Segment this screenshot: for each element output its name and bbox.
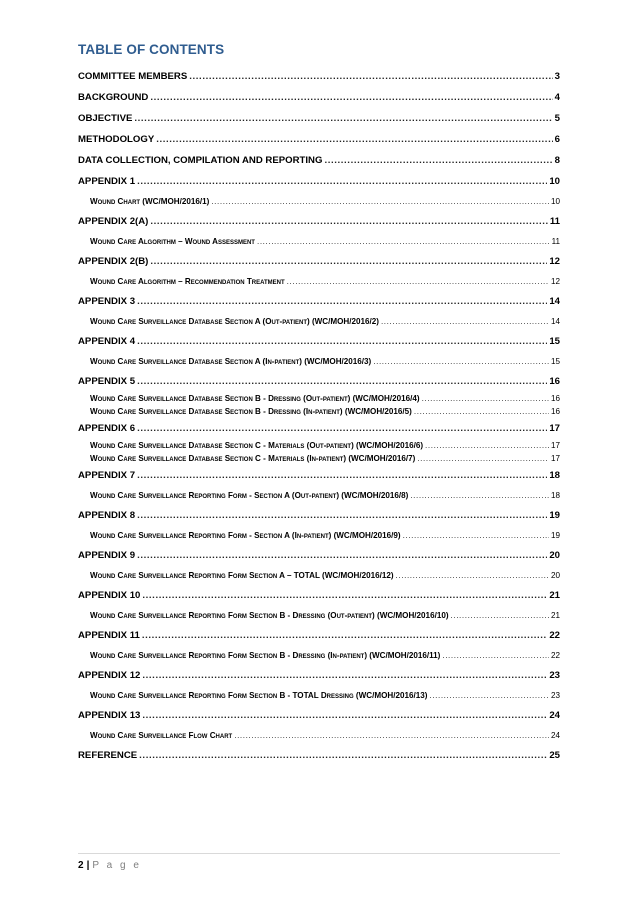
toc-entry[interactable] <box>78 625 560 646</box>
toc-subentry[interactable] <box>78 729 560 742</box>
toc-subentry-page: 14 <box>550 317 560 326</box>
toc-subentry-group <box>78 686 560 705</box>
toc-entry[interactable] <box>78 585 560 606</box>
toc-entry-page: 16 <box>549 376 560 387</box>
toc-entry-label: METHODOLOGY <box>78 134 155 145</box>
dot-leader <box>373 355 549 368</box>
footer-page-number: 2 <box>78 860 84 871</box>
toc-entry-page: 6 <box>554 134 560 145</box>
toc-subentry-group <box>78 726 560 745</box>
toc-subentry-page: 19 <box>550 531 560 540</box>
dot-leader <box>156 129 552 150</box>
dot-leader <box>425 439 549 452</box>
toc-subentry[interactable] <box>78 609 560 622</box>
toc-entry-label: APPENDIX 1 <box>78 176 136 187</box>
toc-subentry-page: 21 <box>550 611 560 620</box>
toc-entry-label: APPENDIX 4 <box>78 336 136 347</box>
toc-entry-page: 15 <box>549 336 560 347</box>
toc-entry-page: 18 <box>549 470 560 481</box>
toc-subentry[interactable] <box>78 439 560 452</box>
toc-entry-page: 25 <box>549 750 560 761</box>
toc-entry[interactable] <box>78 251 560 272</box>
toc-entry[interactable] <box>78 418 560 439</box>
toc-subentry-label: Wound Care Surveillance Database Section A (Out-patient) (WC/MOH/2016/2) <box>90 317 379 326</box>
dot-leader <box>189 66 552 87</box>
dot-leader <box>211 195 549 208</box>
dot-leader <box>150 87 552 108</box>
toc-entry-page: 17 <box>549 423 560 434</box>
toc-entry-label: DATA COLLECTION, COMPILATION AND REPORTING <box>78 155 323 166</box>
toc-subentry[interactable] <box>78 355 560 368</box>
toc-entry-page: 22 <box>549 630 560 641</box>
footer-separator: | <box>86 860 90 871</box>
dot-leader <box>137 418 547 439</box>
dot-leader <box>403 529 549 542</box>
toc-subentry-label: Wound Care Surveillance Database Section C - Materials (In-patient) (WC/MOH/2016/7) <box>90 454 416 463</box>
toc-entry-page: 10 <box>549 176 560 187</box>
toc-entry-label: APPENDIX 12 <box>78 670 141 681</box>
toc-entry-page: 4 <box>554 92 560 103</box>
toc-subentry-page: 24 <box>550 731 560 740</box>
toc-subentry-label: Wound Care Surveillance Reporting Form Section A – TOTAL (WC/MOH/2016/12) <box>90 571 394 580</box>
toc-subentry-page: 16 <box>550 394 560 403</box>
toc-subentry-label: Wound Care Surveillance Flow Chart <box>90 731 233 740</box>
toc-subentry-label: Wound Care Surveillance Database Section C - Materials (Out-patient) (WC/MOH/2016/6) <box>90 441 424 450</box>
footer-page-word: P a g e <box>92 860 142 871</box>
dot-leader <box>287 275 549 288</box>
toc-entry[interactable] <box>78 505 560 526</box>
toc-entry-label: APPENDIX 9 <box>78 550 136 561</box>
toc-subentry-group <box>78 352 560 371</box>
toc-subentry-group <box>78 312 560 331</box>
toc-subentry[interactable] <box>78 529 560 542</box>
toc-subentry[interactable] <box>78 649 560 662</box>
toc-subentry-label: Wound Care Surveillance Database Section B - Dressing (In-patient) (WC/MOH/2016/5) <box>90 407 412 416</box>
toc-entry[interactable] <box>78 150 560 171</box>
toc-subentry-label: Wound Care Surveillance Database Section A (In-patient) (WC/MOH/2016/3) <box>90 357 372 366</box>
dot-leader <box>234 729 549 742</box>
dot-leader <box>150 211 547 232</box>
toc-subentry[interactable] <box>78 235 560 248</box>
toc-subentry-page: 17 <box>550 441 560 450</box>
dot-leader <box>422 392 549 405</box>
toc-subentry[interactable] <box>78 392 560 405</box>
toc-entry[interactable] <box>78 171 560 192</box>
toc-subentry-page: 22 <box>550 651 560 660</box>
toc-entry-page: 14 <box>549 296 560 307</box>
dot-leader <box>410 489 549 502</box>
toc-subentry-page: 17 <box>550 454 560 463</box>
toc-entry-label: APPENDIX 10 <box>78 590 141 601</box>
toc-subentry-label: Wound Care Algorithm – Wound Assessment <box>90 237 255 246</box>
dot-leader <box>442 649 549 662</box>
dot-leader <box>139 745 547 766</box>
toc-entry[interactable] <box>78 465 560 486</box>
dot-leader <box>451 609 549 622</box>
dot-leader <box>142 705 547 726</box>
toc-entry[interactable] <box>78 745 560 766</box>
toc-subentry-group <box>78 392 560 418</box>
dot-leader <box>137 545 547 566</box>
toc-subentry-label: Wound Care Surveillance Reporting Form Section B - Dressing (Out-patient) (WC/MOH/2016/10) <box>90 611 449 620</box>
toc-subentry-group <box>78 486 560 505</box>
toc-subentry-page: 12 <box>550 277 560 286</box>
toc-entry-page: 5 <box>554 113 560 124</box>
dot-leader <box>137 291 547 312</box>
toc-subentry-group <box>78 439 560 465</box>
dot-leader <box>137 331 547 352</box>
toc-entry-label: BACKGROUND <box>78 92 149 103</box>
toc-entry[interactable] <box>78 331 560 352</box>
page-footer <box>78 860 141 871</box>
toc-entry-label: APPENDIX 3 <box>78 296 136 307</box>
toc-entry[interactable] <box>78 87 560 108</box>
toc-entry[interactable] <box>78 211 560 232</box>
dot-leader <box>137 465 547 486</box>
toc-entry-label: APPENDIX 7 <box>78 470 136 481</box>
toc-subentry-group <box>78 566 560 585</box>
dot-leader <box>142 625 547 646</box>
toc-subentry-page: 18 <box>550 491 560 500</box>
toc-entry-page: 11 <box>549 216 560 227</box>
toc-subentry[interactable] <box>78 195 560 208</box>
toc-subentry-label: Wound Care Surveillance Reporting Form Section B - Dressing (In-patient) (WC/MOH/2016/11) <box>90 651 441 660</box>
toc-subentry-label: Wound Care Surveillance Database Section B - Dressing (Out-patient) (WC/MOH/2016/4) <box>90 394 420 403</box>
toc-subentry[interactable] <box>78 405 560 418</box>
toc-entry[interactable] <box>78 705 560 726</box>
dot-leader <box>137 505 547 526</box>
toc-entry-page: 19 <box>549 510 560 521</box>
dot-leader <box>324 150 552 171</box>
toc-entry-label: APPENDIX 6 <box>78 423 136 434</box>
toc-subentry[interactable] <box>78 315 560 328</box>
table-of-contents <box>78 66 560 766</box>
dot-leader <box>142 585 547 606</box>
toc-entry[interactable] <box>78 129 560 150</box>
toc-subentry-label: Wound Care Surveillance Reporting Form - Section A (Out-patient) (WC/MOH/2016/8) <box>90 491 409 500</box>
dot-leader <box>414 405 549 418</box>
toc-entry-page: 8 <box>554 155 560 166</box>
toc-subentry-group <box>78 646 560 665</box>
toc-subentry-label: Wound Chart (WC/MOH/2016/1) <box>90 197 210 206</box>
toc-entry[interactable] <box>78 545 560 566</box>
toc-subentry[interactable] <box>78 275 560 288</box>
toc-entry-page: 23 <box>549 670 560 681</box>
toc-entry-page: 20 <box>549 550 560 561</box>
toc-subentry[interactable] <box>78 452 560 465</box>
toc-subentry[interactable] <box>78 489 560 502</box>
toc-subentry-page: 23 <box>550 691 560 700</box>
dot-leader <box>142 665 547 686</box>
toc-subentry-label: Wound Care Surveillance Reporting Form - Section A (In-patient) (WC/MOH/2016/9) <box>90 531 401 540</box>
dot-leader <box>257 235 550 248</box>
toc-subentry-label: Wound Care Surveillance Reporting Form Section B - TOTAL Dressing (WC/MOH/2016/13) <box>90 691 428 700</box>
toc-entry-page: 21 <box>549 590 560 601</box>
toc-subentry-label: Wound Care Algorithm – Recommendation Treatment <box>90 277 285 286</box>
dot-leader <box>134 108 552 129</box>
dot-leader <box>396 569 549 582</box>
toc-heading: TABLE OF CONTENTS <box>78 42 225 57</box>
toc-subentry-group <box>78 192 560 211</box>
toc-subentry-group <box>78 606 560 625</box>
dot-leader <box>429 689 549 702</box>
toc-subentry-group <box>78 232 560 251</box>
toc-entry-label: OBJECTIVE <box>78 113 133 124</box>
toc-entry-page: 3 <box>554 71 560 82</box>
footer-rule <box>78 853 560 854</box>
toc-entry-label: APPENDIX 2(B) <box>78 256 149 267</box>
toc-entry[interactable] <box>78 66 560 87</box>
dot-leader <box>150 251 547 272</box>
toc-subentry[interactable] <box>78 689 560 702</box>
toc-entry-label: APPENDIX 5 <box>78 376 136 387</box>
toc-entry-label: REFERENCE <box>78 750 138 761</box>
toc-subentry[interactable] <box>78 569 560 582</box>
dot-leader <box>417 452 549 465</box>
toc-subentry-group <box>78 272 560 291</box>
dot-leader <box>381 315 549 328</box>
toc-entry[interactable] <box>78 371 560 392</box>
toc-entry-label: COMMITTEE MEMBERS <box>78 71 188 82</box>
toc-entry[interactable] <box>78 291 560 312</box>
toc-subentry-page: 20 <box>550 571 560 580</box>
toc-subentry-page: 10 <box>550 197 560 206</box>
toc-entry-label: APPENDIX 13 <box>78 710 141 721</box>
toc-entry-page: 12 <box>549 256 560 267</box>
toc-entry[interactable] <box>78 665 560 686</box>
toc-subentry-page: 11 <box>551 237 560 246</box>
dot-leader <box>137 171 547 192</box>
dot-leader <box>137 371 547 392</box>
toc-entry-page: 24 <box>549 710 560 721</box>
toc-entry[interactable] <box>78 108 560 129</box>
toc-entry-label: APPENDIX 2(A) <box>78 216 149 227</box>
toc-subentry-page: 16 <box>550 407 560 416</box>
toc-entry-label: APPENDIX 11 <box>78 630 140 641</box>
toc-subentry-page: 15 <box>550 357 560 366</box>
toc-subentry-group <box>78 526 560 545</box>
toc-entry-label: APPENDIX 8 <box>78 510 136 521</box>
